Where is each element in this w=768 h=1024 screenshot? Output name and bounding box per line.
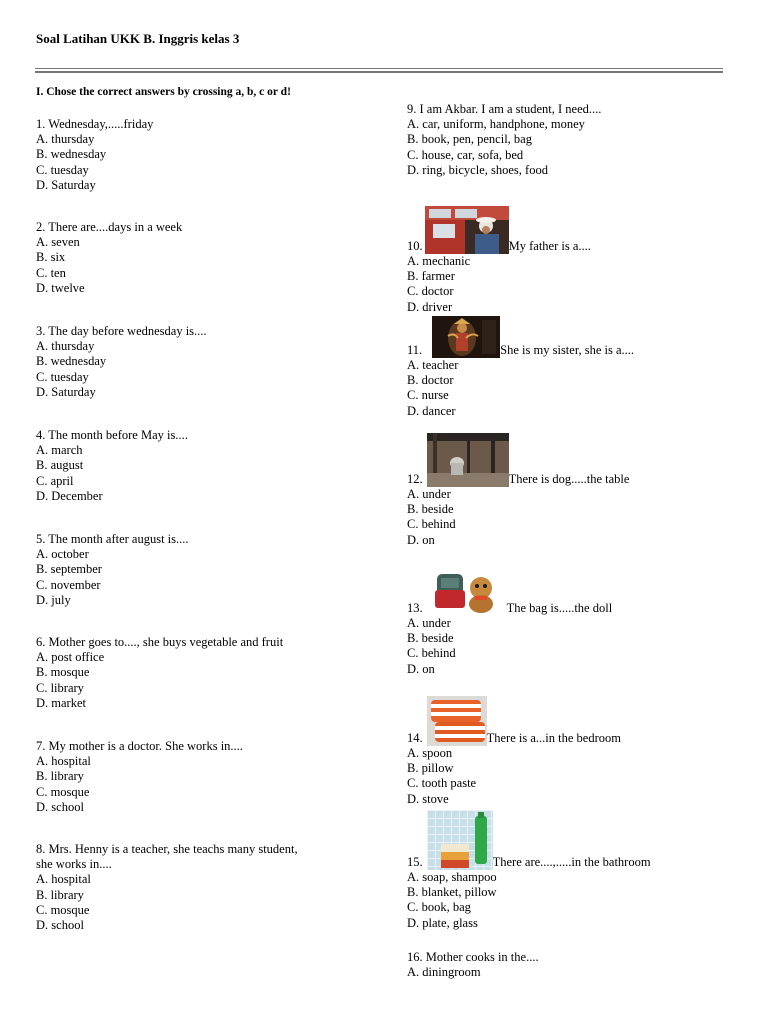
option-7a: A. hospital xyxy=(36,754,91,769)
option-11a: A. teacher xyxy=(407,358,459,372)
question-16-text: 16. Mother cooks in the.... xyxy=(407,950,539,964)
question-12 xyxy=(407,433,629,548)
question-2 xyxy=(36,220,182,296)
page-title: Soal Latihan UKK B. Inggris kelas 3 xyxy=(36,31,240,46)
option-10a: A. mechanic xyxy=(407,254,471,268)
option-11d: D. dancer xyxy=(407,403,456,418)
question-14-text: There is a...in the bedroom xyxy=(486,730,621,745)
option-4c: C. april xyxy=(36,473,74,488)
question-14 xyxy=(407,696,621,807)
question-2-text: 2. There are....days in a week xyxy=(36,220,183,234)
question-6 xyxy=(36,635,283,711)
option-3b: B. wednesday xyxy=(36,354,107,369)
option-12d: D. on xyxy=(407,532,435,547)
question-11-text: She is my sister, she is a.... xyxy=(500,342,635,357)
option-6d: D. market xyxy=(36,695,86,710)
option-6a: A. post office xyxy=(36,650,105,665)
option-4b: B. august xyxy=(36,458,84,473)
soap-shampoo-photo xyxy=(427,810,493,870)
option-9b: B. book, pen, pencil, bag xyxy=(407,132,532,147)
question-8 xyxy=(36,842,298,933)
option-4d: D. December xyxy=(36,488,103,503)
question-4 xyxy=(36,428,188,504)
question-13-number: 13. xyxy=(407,600,423,615)
option-3d: D. Saturday xyxy=(36,384,96,399)
option-11b: B. doctor xyxy=(407,373,454,388)
driver-photo xyxy=(425,206,509,254)
option-9a: A. car, uniform, handphone, money xyxy=(407,117,585,132)
question-6-text: 6. Mother goes to...., she buys vegetable and fruit xyxy=(36,635,284,649)
option-14c: C. tooth paste xyxy=(407,776,477,791)
option-13c: C. behind xyxy=(407,646,456,661)
option-14d: D. stove xyxy=(407,791,449,806)
option-16a: A. diningroom xyxy=(407,965,481,980)
question-1-text: 1. Wednesday,.....friday xyxy=(36,117,154,131)
header-rule-thick xyxy=(35,71,723,73)
option-9c: C. house, car, sofa, bed xyxy=(407,147,524,162)
option-14a: A. spoon xyxy=(407,746,453,760)
question-8-text-cont: she works in.... xyxy=(36,857,112,872)
question-11-number: 11. xyxy=(407,342,423,357)
question-12-text: There is dog.....the table xyxy=(508,471,630,486)
option-2d: D. twelve xyxy=(36,280,85,295)
option-5d: D. july xyxy=(36,592,71,607)
option-10b: B. farmer xyxy=(407,269,455,284)
option-9d: D. ring, bicycle, shoes, food xyxy=(407,162,548,177)
option-2c: C. ten xyxy=(36,265,66,280)
question-16 xyxy=(407,950,539,980)
question-13-text: The bag is.....the doll xyxy=(506,600,613,615)
question-9 xyxy=(407,102,601,178)
option-7c: C. mosque xyxy=(36,784,90,799)
option-2b: B. six xyxy=(36,250,66,265)
question-10-number: 10. xyxy=(407,238,423,253)
header-rule-thin xyxy=(35,68,723,69)
option-5a: A. october xyxy=(36,547,89,562)
option-12b: B. beside xyxy=(407,502,454,517)
question-5 xyxy=(36,532,189,608)
question-9-text: 9. I am Akbar. I am a student, I need.... xyxy=(407,102,602,116)
question-11 xyxy=(407,316,634,419)
option-7b: B. library xyxy=(36,769,84,784)
option-3a: A. thursday xyxy=(36,339,95,354)
option-2a: A. seven xyxy=(36,235,80,250)
option-1c: C. tuesday xyxy=(36,162,89,177)
option-5b: B. september xyxy=(36,562,102,577)
option-1a: A. thursday xyxy=(36,132,95,147)
question-10 xyxy=(407,206,591,315)
option-12a: A. under xyxy=(407,487,451,501)
dog-table-photo xyxy=(427,433,509,487)
option-15c: C. book, bag xyxy=(407,900,471,915)
question-10-text: My father is a.... xyxy=(508,238,591,253)
question-7-text: 7. My mother is a doctor. She works in.... xyxy=(36,739,243,753)
option-1b: B. wednesday xyxy=(36,147,107,162)
question-15-text: There are....,.....in the bathroom xyxy=(492,854,651,869)
question-7 xyxy=(36,739,243,815)
question-8-text: 8. Mrs. Henny is a teacher, she teachs many student, xyxy=(36,842,298,856)
question-15 xyxy=(407,810,651,931)
pillow-photo xyxy=(427,696,487,746)
option-10c: C. doctor xyxy=(407,284,454,299)
option-8b: B. library xyxy=(36,887,84,902)
question-3 xyxy=(36,324,207,400)
option-13a: A. under xyxy=(407,616,451,630)
question-1 xyxy=(36,117,153,193)
question-12-number: 12. xyxy=(407,471,423,486)
option-11c: C. nurse xyxy=(407,388,449,403)
option-8c: C. mosque xyxy=(36,902,90,917)
bag-doll-photo xyxy=(431,564,501,616)
option-8d: D. school xyxy=(36,918,84,933)
option-7d: D. school xyxy=(36,799,84,814)
option-12c: C. behind xyxy=(407,517,456,532)
option-8a: A. hospital xyxy=(36,872,91,887)
option-1d: D. Saturday xyxy=(36,177,96,192)
option-6c: C. library xyxy=(36,680,84,695)
option-15b: B. blanket, pillow xyxy=(407,885,497,900)
question-4-text: 4. The month before May is.... xyxy=(36,428,188,442)
option-13d: D. on xyxy=(407,661,435,676)
option-10d: D. driver xyxy=(407,299,453,314)
question-15-number: 15. xyxy=(407,854,423,869)
option-6b: B. mosque xyxy=(36,665,90,680)
option-14b: B. pillow xyxy=(407,761,454,776)
section-instruction: I. Chose the correct answers by crossing a, b, c or d! xyxy=(36,86,291,98)
option-15d: D. plate, glass xyxy=(407,915,478,930)
question-3-text: 3. The day before wednesday is.... xyxy=(36,324,207,338)
option-5c: C. november xyxy=(36,577,101,592)
option-13b: B. beside xyxy=(407,631,454,646)
option-3c: C. tuesday xyxy=(36,369,89,384)
question-5-text: 5. The month after august is.... xyxy=(36,532,189,546)
option-4a: A. march xyxy=(36,443,83,458)
question-13 xyxy=(407,564,612,677)
dancer-photo xyxy=(432,316,500,358)
option-15a: A. soap, shampoo xyxy=(407,870,497,884)
question-14-number: 14. xyxy=(407,730,423,745)
